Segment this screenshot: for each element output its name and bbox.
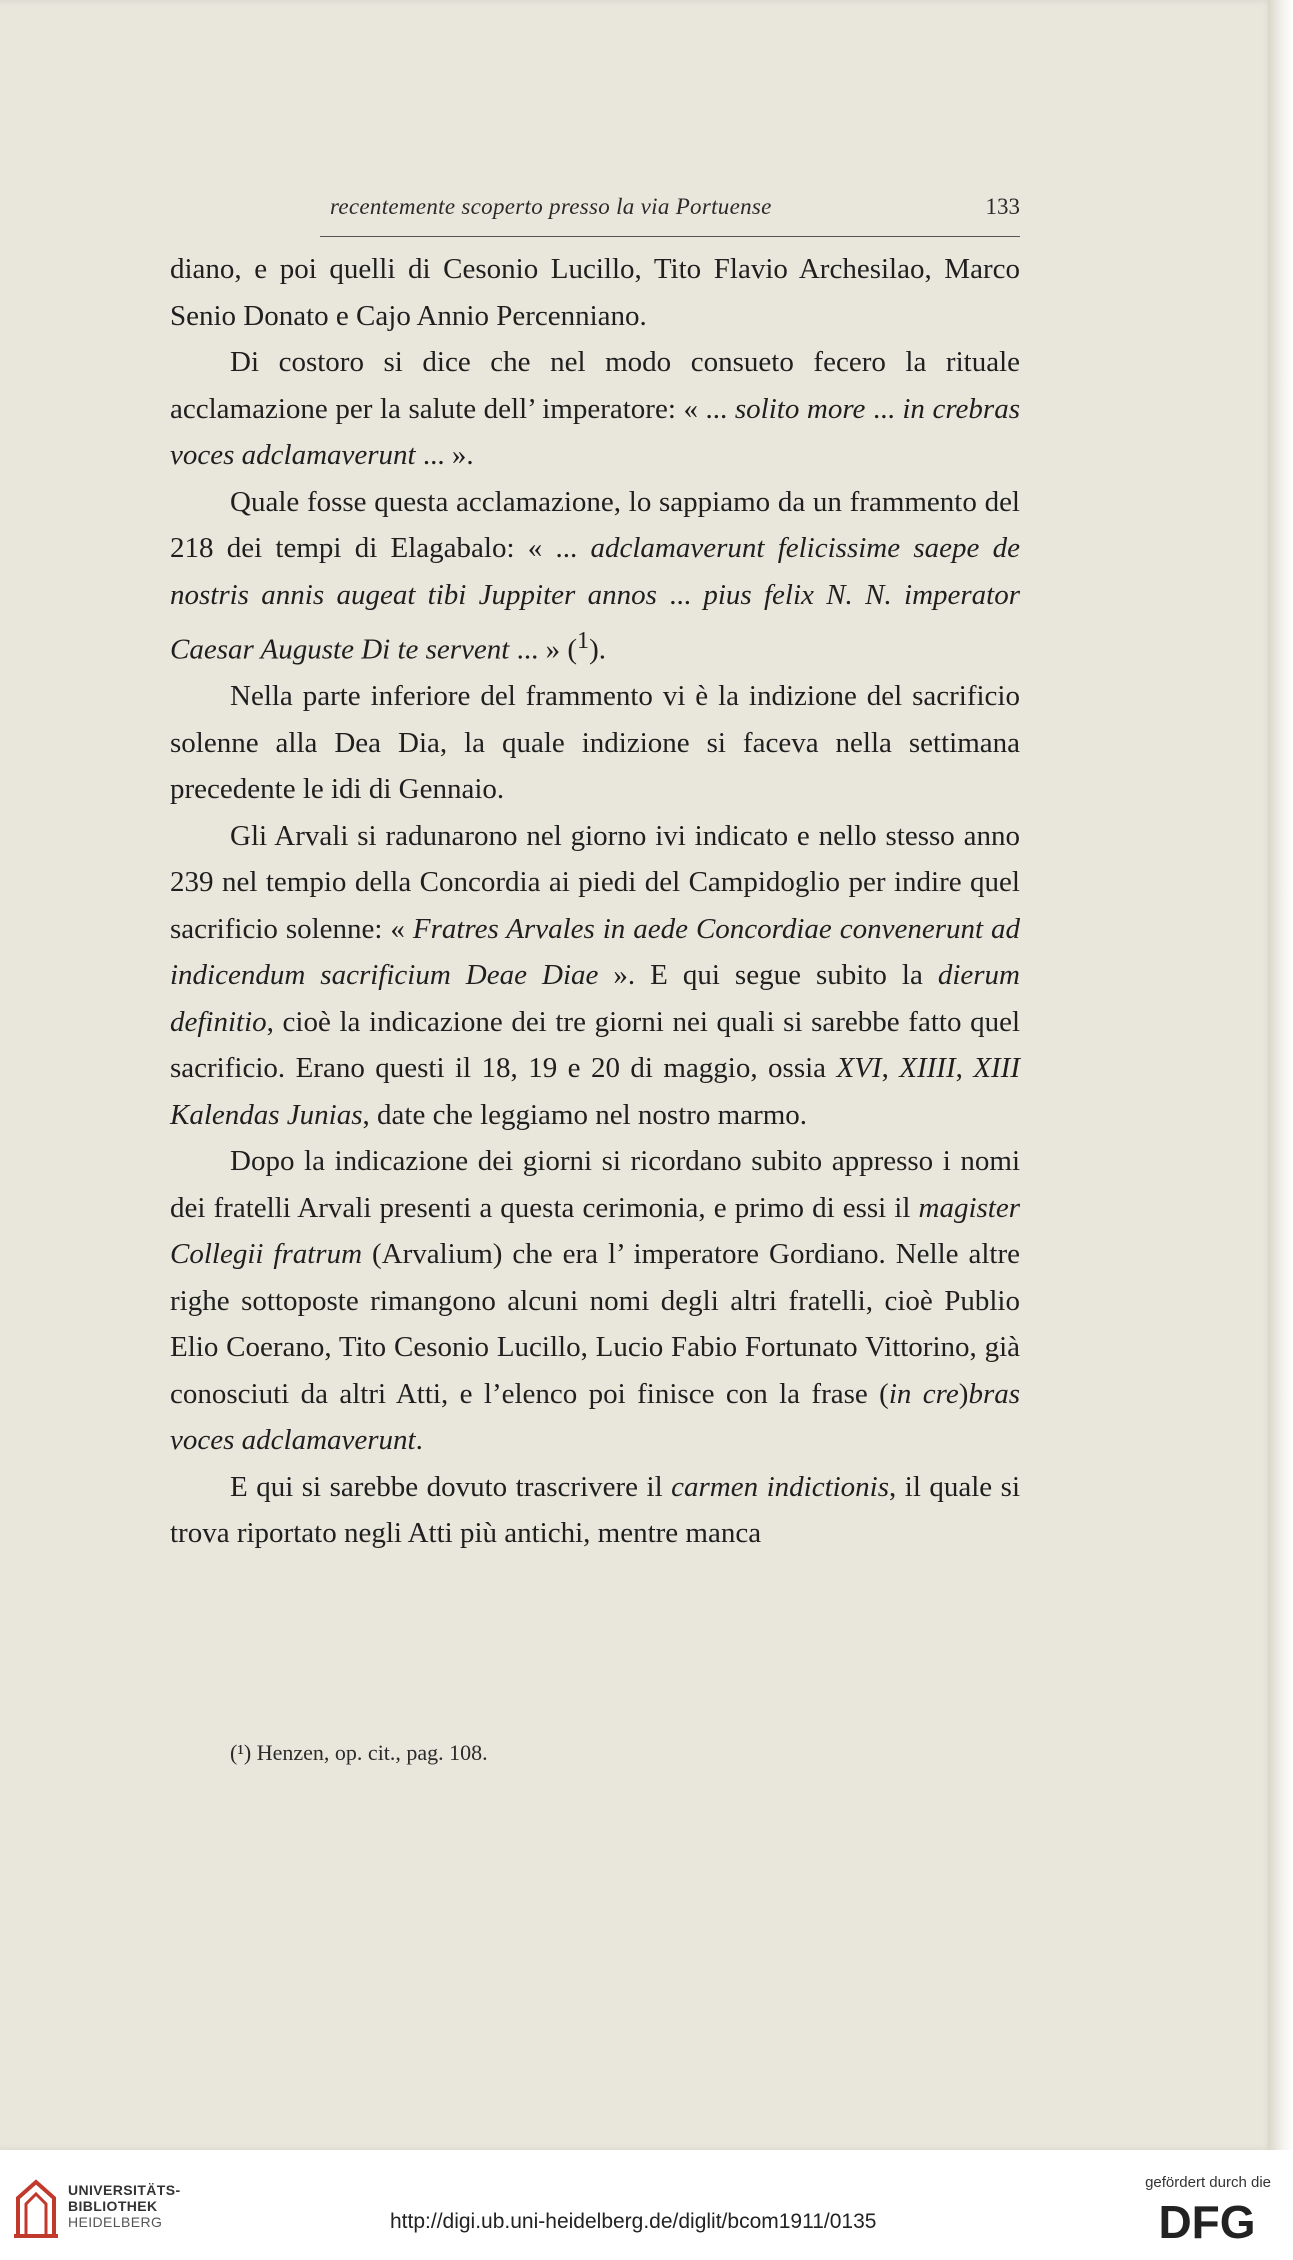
paragraph-6: Dopo la indicazione dei giorni si ricordano subito appresso i nomi dei fratelli Arvali presenti a questa cerimonia, e primo di essi il magister Collegii fratrum (Arvalium) che era l’ imperatore Gordiano. Nelle altre righe sottoposte rimangono alcuni nomi degli altri fratelli, cioè Publio Elio Coerano, Tito Cesonio Lucillo, Lucio Fabio Fortunato Vittorino, già conosciuti da altri Atti, e l’elenco poi finisce con la frase (in cre)bras voces adclamaverunt. <box>170 1145 1021 1457</box>
paragraph-4: Nella parte inferiore del frammento vi è la indizione del sacrificio solenne alla Dea Dia, la quale indizione si faceva nella settimana precedente le idi di Gennaio. <box>170 680 1020 806</box>
header-rule <box>320 236 1020 237</box>
footnote: (¹) Henzen, op. cit., pag. 108. <box>230 1740 488 1765</box>
paragraph-3: Quale fosse questa acclamazione, lo sappiamo da un frammento del 218 dei tempi di Elagabalo: « ... adclamaverunt felicissime saepe de nostris annis augeat tibi Juppiter annos ... pius felix N. N. imperator Caesar Auguste Di te servent ... » ($^1$). <box>170 485 1021 666</box>
page-edge-shadow <box>1268 0 1293 2150</box>
running-title: recentemente scoperto presso la via Portuense <box>330 194 772 219</box>
viewer-footer <box>0 2150 1293 2260</box>
paragraph-2: Di costoro si dice che nel modo consueto fecero la rituale acclamazione per la salute dell’ imperatore: « ... solito more ... in crebras voces adclamaverunt ... ». <box>170 346 1020 471</box>
library-line-2: BIBLIOTHEK <box>68 2198 158 2214</box>
library-name <box>68 2182 181 2230</box>
running-header <box>170 188 1020 228</box>
dfg-logo-icon <box>1141 2196 1273 2244</box>
library-logo-icon <box>12 2176 60 2240</box>
library-line-1: UNIVERSITÄTS- <box>68 2182 181 2198</box>
permalink-url[interactable]: http://digi.ub.uni-heidelberg.de/diglit/bcom1911/0135 <box>390 2210 877 2233</box>
funding-caption: gefördert durch die <box>1145 2174 1271 2191</box>
dfg-logo-text: DFG <box>1158 2196 1256 2244</box>
library-line-3: HEIDELBERG <box>68 2214 163 2230</box>
body-text <box>170 246 1020 1557</box>
page-number: 133 <box>985 194 1020 219</box>
paragraph-1: diano, e poi quelli di Cesonio Lucillo, Tito Flavio Archesilao, Marco Senio Donato e Cajo Annio Percenniano. <box>170 253 1020 332</box>
paragraph-7: E qui si sarebbe dovuto trascrivere il carmen indictionis, il quale si trova riportato negli Atti più antichi, mentre manca <box>170 1470 1021 1550</box>
paragraph-5: Gli Arvali si radunarono nel giorno ivi indicato e nello stesso anno 239 nel tempio della Concordia ai piedi del Campidoglio per indire quel sacrificio solenne: « Fratres Arvales in aede Concordiae convenerunt ad indicendum sacrificium Deae Diae ». E qui segue subito la dierum definitio, cioè la indicazione dei tre giorni nei quali si sarebbe fatto quel sacrificio. Erano questi il 18, 19 e 20 di maggio, ossia XVI, XIIII, XIII Kalendas Junias, date che leggiamo nel nostro marmo. <box>170 819 1021 1131</box>
